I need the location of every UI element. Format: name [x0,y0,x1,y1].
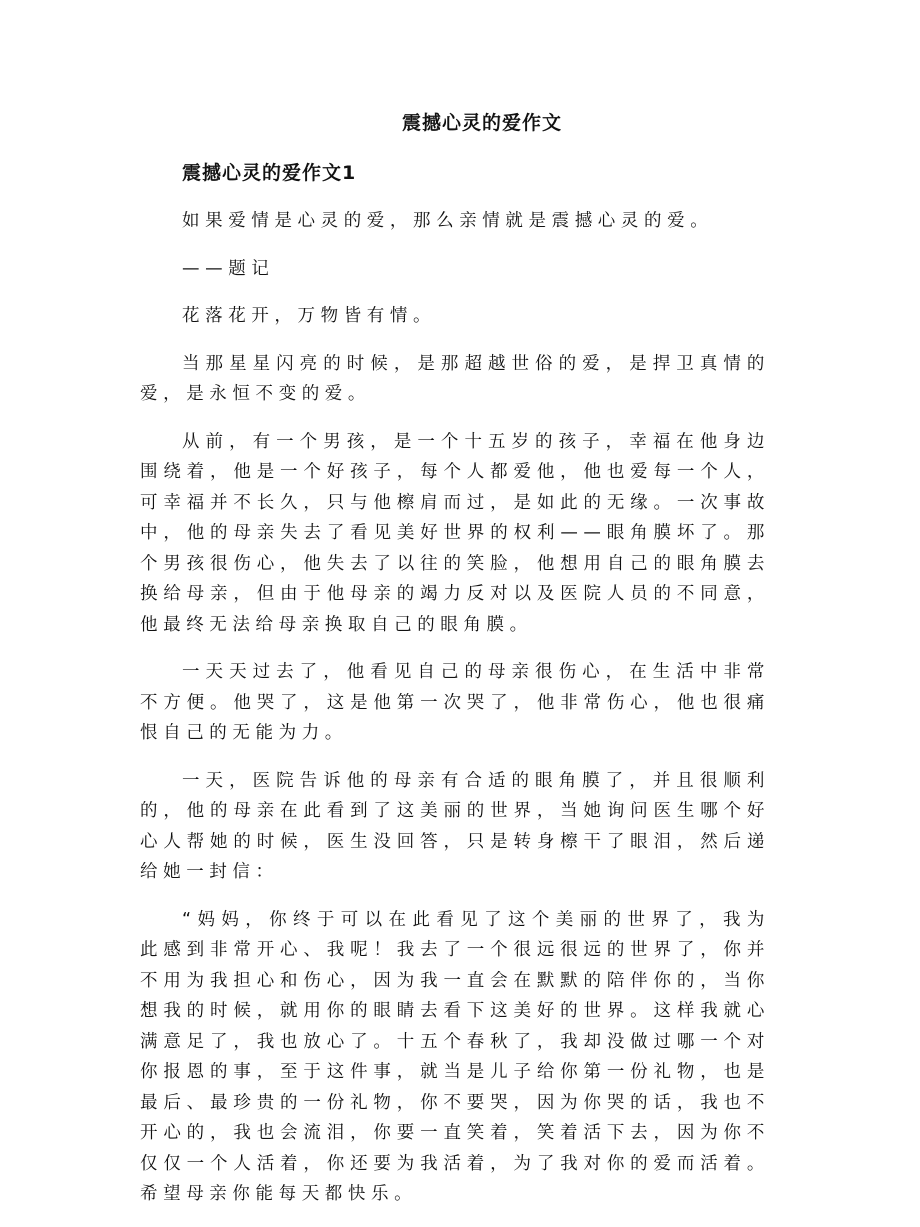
section-heading: 震撼心灵的爱作文1 [182,162,357,184]
paragraph-letter: “妈妈，你终于可以在此看见了这个美丽的世界了，我为此感到非常开心、我呢！我去了一个很远很远的世界了，你并不用为我担心和伤心，因为我一直会在默默的陪伴你的，当你想我的时候，就用你的眼睛去看下这美好的世界。这样我就心满意足了，我也放心了。十五个春秋了，我却没做过哪一个对你报恩的事，至于这件事，就当是儿子给你第一份礼物，也是最后、最珍贵的一份礼物，你不要哭，因为你哭的话，我也不开心的，我也会流泪，你要一直笑着，笑着活下去，因为你不仅仅一个人活着，你还要为我活着，为了我对你的爱而活着。希望母亲你能每天都快乐。 [140,909,770,1204]
paragraph: 一天，医院告诉他的母亲有合适的眼角膜了，并且很顺利的，他的母亲在此看到了这美丽的世界，当她询问医生哪个好心人帮她的时候，医生没回答，只是转身檫干了眼泪，然后递给她一封信： [140,770,770,882]
document-body [140,206,770,1227]
paragraph: 花落花开，万物皆有情。 [182,306,437,326]
document-title: 震撼心灵的爱作文 [401,112,562,134]
paragraph: 当那星星闪亮的时候，是那超越世俗的爱，是捍卫真情的爱，是永恒不变的爱。 [140,353,770,404]
paragraph-epigraph-attribution: ——题记 [182,258,275,279]
paragraph-epigraph: 如果爱情是心灵的爱，那么亲情就是震撼心灵的爱。 [182,211,714,231]
paragraph: 一天天过去了，他看见自己的母亲很伤心，在生活中非常不方便。他哭了，这是他第一次哭了，他非常伤心，他也很痛恨自己的无能为力。 [140,662,770,743]
paragraph: 从前，有一个男孩，是一个十五岁的孩子，幸福在他身边围绕着，他是一个好孩子，每个人都爱他，他也爱每一个人，可幸福并不长久，只与他檫肩而过，是如此的无缘。一次事故中，他的母亲失去了看见美好世界的权利——眼角膜坏了。那个男孩很伤心，他失去了以往的笑脸，他想用自己的眼角膜去换给母亲，但由于他母亲的竭力反对以及医院人员的不同意，他最终无法给母亲换取自己的眼角膜。 [140,431,770,635]
